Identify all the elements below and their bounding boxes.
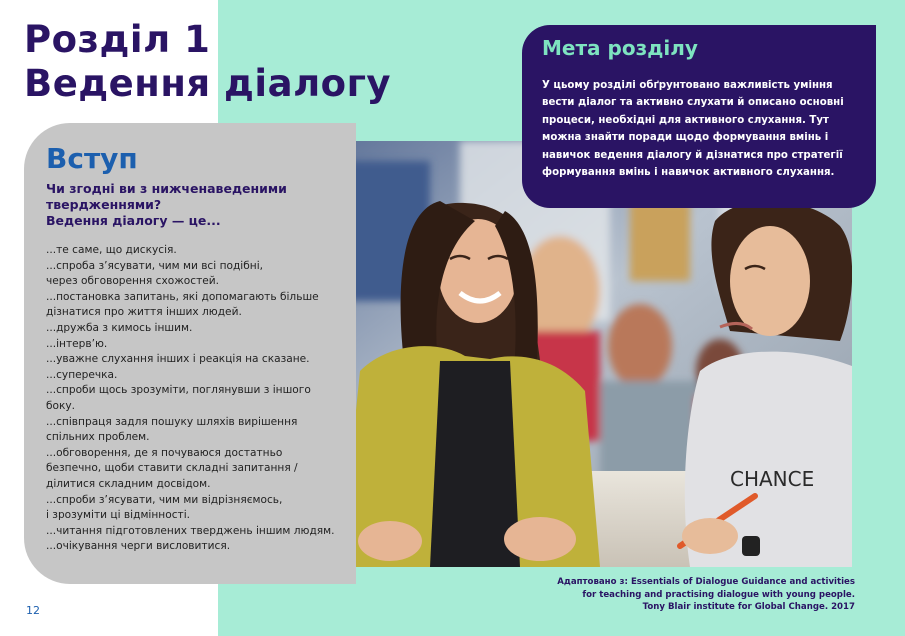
shirt-print: CHANCE	[730, 467, 815, 491]
intro-question-line: Чи згодні ви з нижченаведеними	[46, 181, 287, 196]
chapter-title	[24, 18, 391, 106]
chapter-title-name: Ведення діалогу	[24, 62, 392, 105]
statement-item: ...те саме, що дискусія.	[46, 244, 177, 256]
intro-question	[46, 181, 338, 229]
intro-question-line: Ведення діалогу — це...	[46, 213, 221, 228]
statement-item: ...читання підготовлених тверджень іншим людям.	[46, 524, 335, 537]
source-line: for teaching and practising dialogue with young people.	[582, 589, 855, 600]
statement-item: ...інтерв’ю.	[46, 337, 108, 350]
source-line: Адаптовано з: Essentials of Dialogue Guidance and activities	[557, 577, 855, 587]
goal-text: У цьому розділі обґрунтовано важливість уміння вести діалог та активно слухати й описано основні процеси, необхідні для активного слухання. Тут можна знайти поради щодо формування вмінь і навичок ведення діалогу й дізнатися про стратегії формування вмінь і навичок активного слухання.	[542, 80, 844, 179]
statement-item: ...уважне слухання інших і реакція на сказане.	[46, 353, 310, 366]
statement-item: ...спроба з’ясувати, чим ми всі подібні, через обговорення схожостей.	[46, 259, 264, 288]
statement-item: ...співпраця задля пошуку шляхів вирішення спільних проблем.	[46, 415, 298, 444]
statement-list	[46, 243, 338, 555]
intro-question-line: твердженнями?	[46, 197, 162, 212]
chapter-goal-panel	[522, 25, 876, 208]
statement-item: ...очікування черги висловитися.	[46, 540, 231, 553]
source-citation	[435, 576, 855, 614]
source-line: Tony Blair institute for Global Change. 2017	[642, 602, 855, 613]
statement-item: ...суперечка.	[46, 368, 118, 381]
statement-item: ...обговорення, де я почуваюся достатньо безпечно, щоби ставити складні запитання / ділитися складним досвідом.	[46, 446, 298, 490]
statement-item: ...спроби щось зрозуміти, поглянувши з іншого боку.	[46, 384, 311, 412]
intro-heading: Вступ	[46, 142, 138, 175]
goal-heading: Мета розділу	[542, 36, 698, 60]
statement-item: ...дружба з кимось іншим.	[46, 321, 193, 334]
statement-item: ...спроби з’ясувати, чим ми відрізняємось, і зрозуміти ці відмінності.	[46, 493, 283, 522]
statement-item: ...постановка запитань, які допомагають більше дізнатися про життя інших людей.	[46, 290, 319, 319]
page-number: 12	[26, 604, 40, 617]
intro-panel	[24, 123, 356, 584]
chapter-title-number: Розділ 1	[24, 18, 211, 61]
